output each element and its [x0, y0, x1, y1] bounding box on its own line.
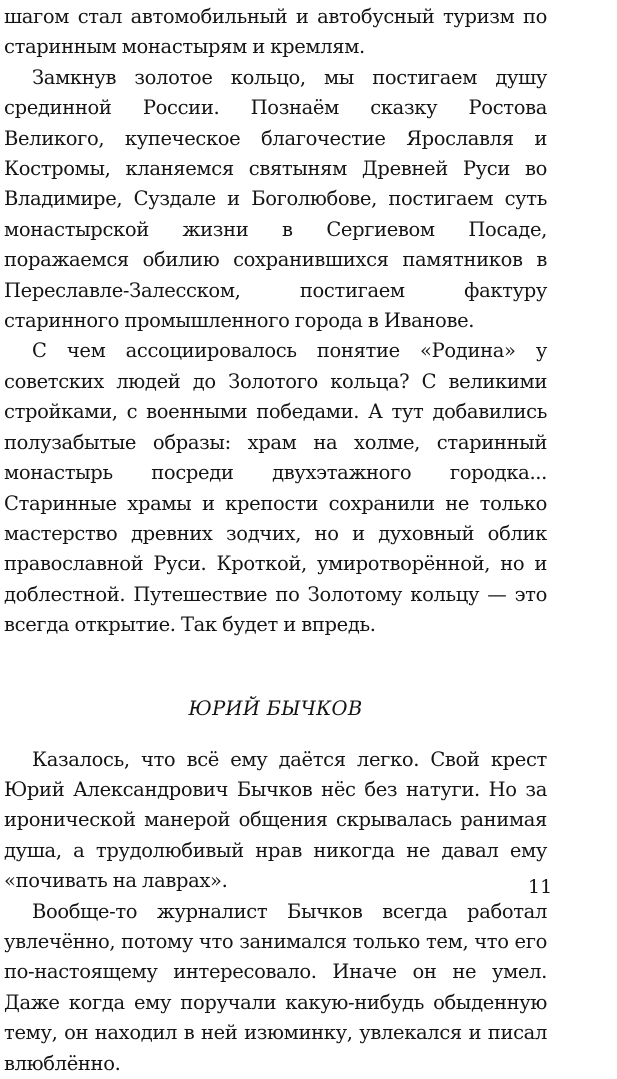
paragraph-golden-ring: Замкнув золотое кольцо, мы постигаем душу срединной России. Познаём сказку Ростова Великого, купеческое благочестие Ярославля и Костромы, кланяемся святыням Древней Руси во Владимире, Суздале и Боголюбове, постигаем суть монастырской жизни в Сергиевом Посаде, поражаемся обилию сохранившихся памятников в Переславле-Залесском, постигаем фактуру старинного промышленного города в Иванове.: [4, 65, 547, 333]
paragraph-continuation: шагом стал автомобильный и автобусный туризм по старинным монастырям и кремлям.: [4, 5, 547, 59]
paragraph-bychkov-intro: Казалось, что всё ему даётся легко. Свой крест Юрий Александрович Бычков нёс без натуги. Но за иронической манерой общения скрывалась ранимая душа, а трудолюбивый нрав никогда не давал ему «почивать на лаврах».: [4, 747, 547, 893]
page-number: 11: [528, 876, 553, 898]
paragraph-bychkov-journalist: Вообще-то журналист Бычков всегда работал увлечённо, потому что занимался только тем, что его по-настоящему интересовало. Иначе он не умел. Даже когда ему поручали какую-нибудь обыденную тему, он находил в ней изюминку, увлекался и писал влюблённо.: [4, 899, 547, 1075]
section-heading: ЮРИЙ БЫЧКОВ: [188, 696, 363, 720]
paragraph-motherland: С чем ассоциировалось понятие «Родина» у советских людей до Золотого кольца? С великими стройками, с военными победами. А тут добавились полузабытые образы: храм на холме, старинный монастырь посреди двухэтажного городка... Старинные храмы и крепости сохранили не только мастерство древних зодчих, но и духовный облик православной Руси. Кроткой, умиротворённой, но и доблестной. Путешествие по Золотому кольцу — это всегда открытие. Так будет и впредь.: [4, 339, 547, 637]
